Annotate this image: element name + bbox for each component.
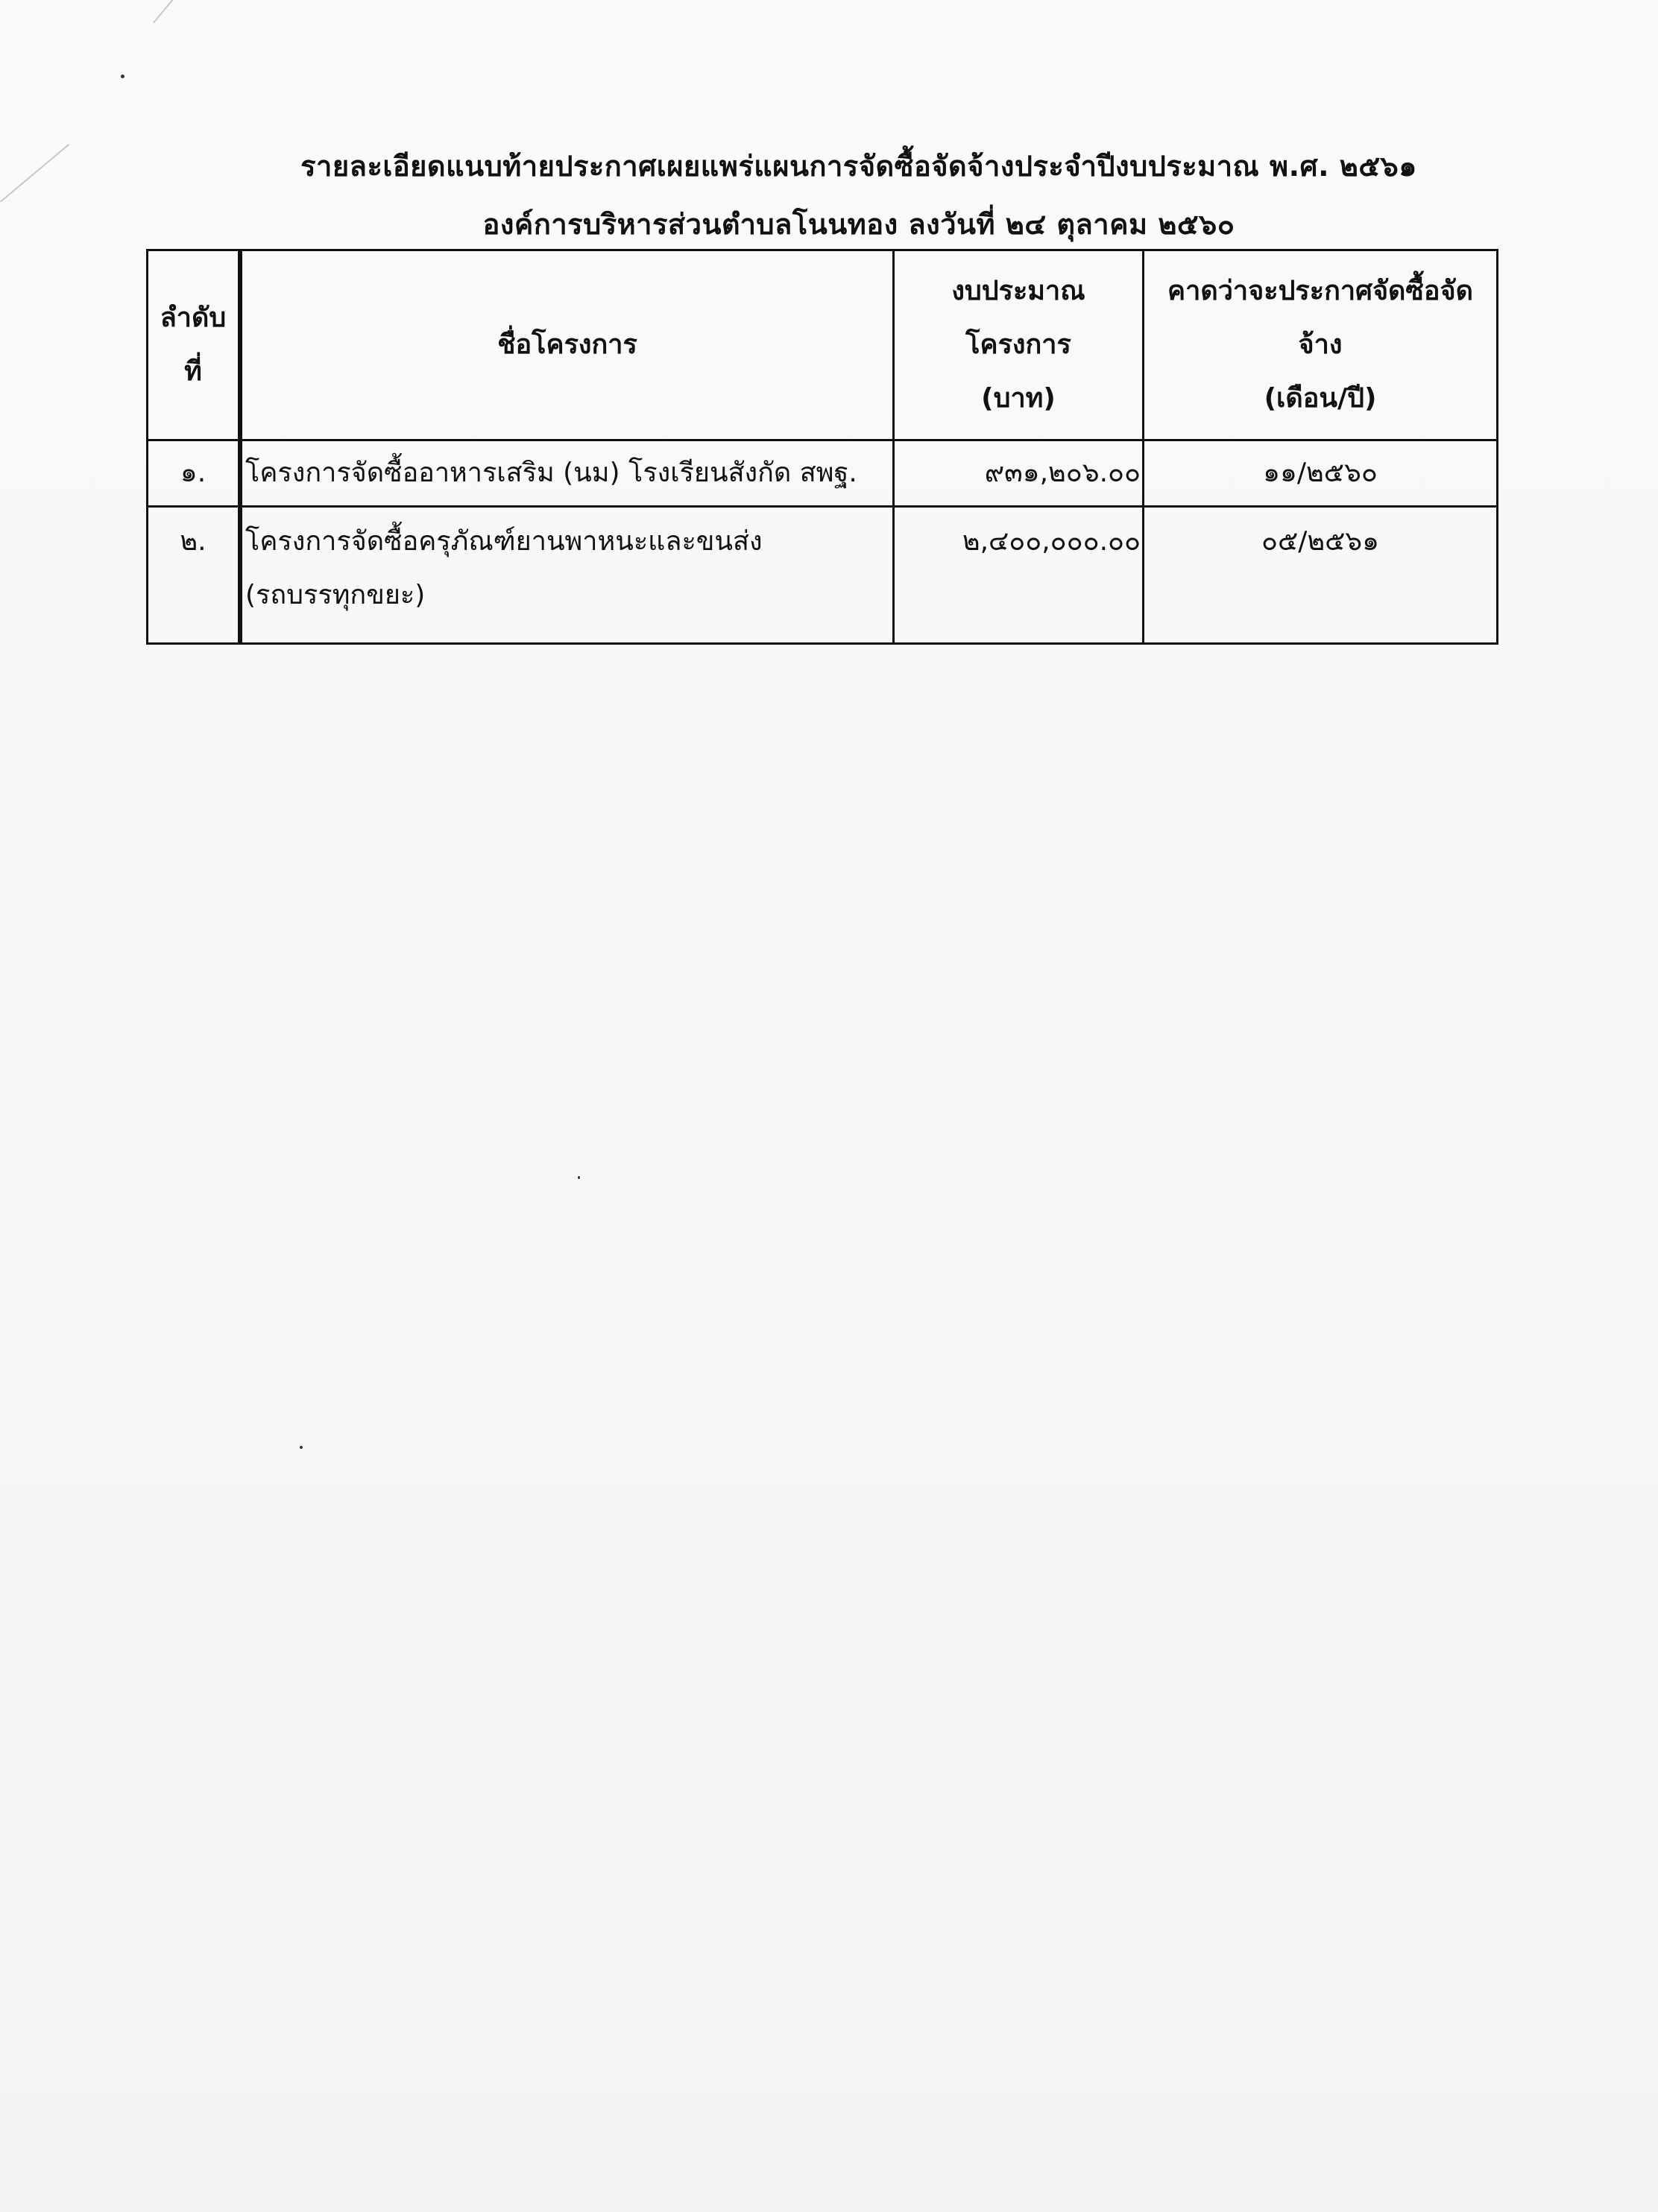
paper-fold-mark [153, 0, 183, 23]
header-budget-line: โครงการ [965, 329, 1071, 360]
scan-speck [578, 1176, 580, 1179]
header-month-line: คาดว่าจะประกาศจัดซื้อจัด [1167, 276, 1473, 306]
document-title: รายละเอียดแนบท้ายประกาศเผยแพร่แผนการจัดซื้อจัดจ้างประจำปีงบประมาณ พ.ศ. ๒๕๖๑ [300, 150, 1417, 183]
scan-speck [300, 1446, 303, 1449]
table-header-row [148, 250, 1498, 440]
row-project-name: โครงการจัดซื้ออาหารเสริม (นม) โรงเรียนสังกัด สพฐ. [240, 440, 894, 507]
row-budget: ๙๓๑,๒๐๖.๐๐ [894, 440, 1144, 507]
document-subtitle: องค์การบริหารส่วนตำบลโนนทอง ลงวันที่ ๒๔ ตุลาคม ๒๕๖๐ [482, 208, 1235, 241]
header-budget-line: (บาท) [981, 383, 1056, 414]
table-row [148, 440, 1498, 507]
header-project-name: ชื่อโครงการ [240, 250, 894, 440]
header-order-number [148, 250, 241, 440]
header-budget [894, 250, 1144, 440]
procurement-plan-table [146, 249, 1498, 645]
scan-speck [121, 75, 124, 78]
header-month-line: (เดือน/ปี) [1264, 383, 1377, 414]
row-order-number: ๒. [148, 507, 241, 644]
header-expected-announcement [1144, 250, 1498, 440]
header-budget-line: งบประมาณ [951, 276, 1085, 306]
header-order-line: ที่ [184, 356, 202, 387]
row-project-name: โครงการจัดซื้อครุภัณฑ์ยานพาหนะและขนส่ง (รถบรรทุกขยะ) [240, 507, 894, 644]
row-expected-month: ๑๑/๒๕๖๐ [1144, 440, 1498, 507]
header-month-line: จ้าง [1298, 329, 1343, 360]
row-expected-month: ๐๕/๒๕๖๑ [1144, 507, 1498, 644]
row-budget: ๒,๔๐๐,๐๐๐.๐๐ [894, 507, 1144, 644]
row-order-number: ๑. [148, 440, 241, 507]
header-order-line: ลำดับ [160, 303, 227, 333]
table-row [148, 507, 1498, 644]
